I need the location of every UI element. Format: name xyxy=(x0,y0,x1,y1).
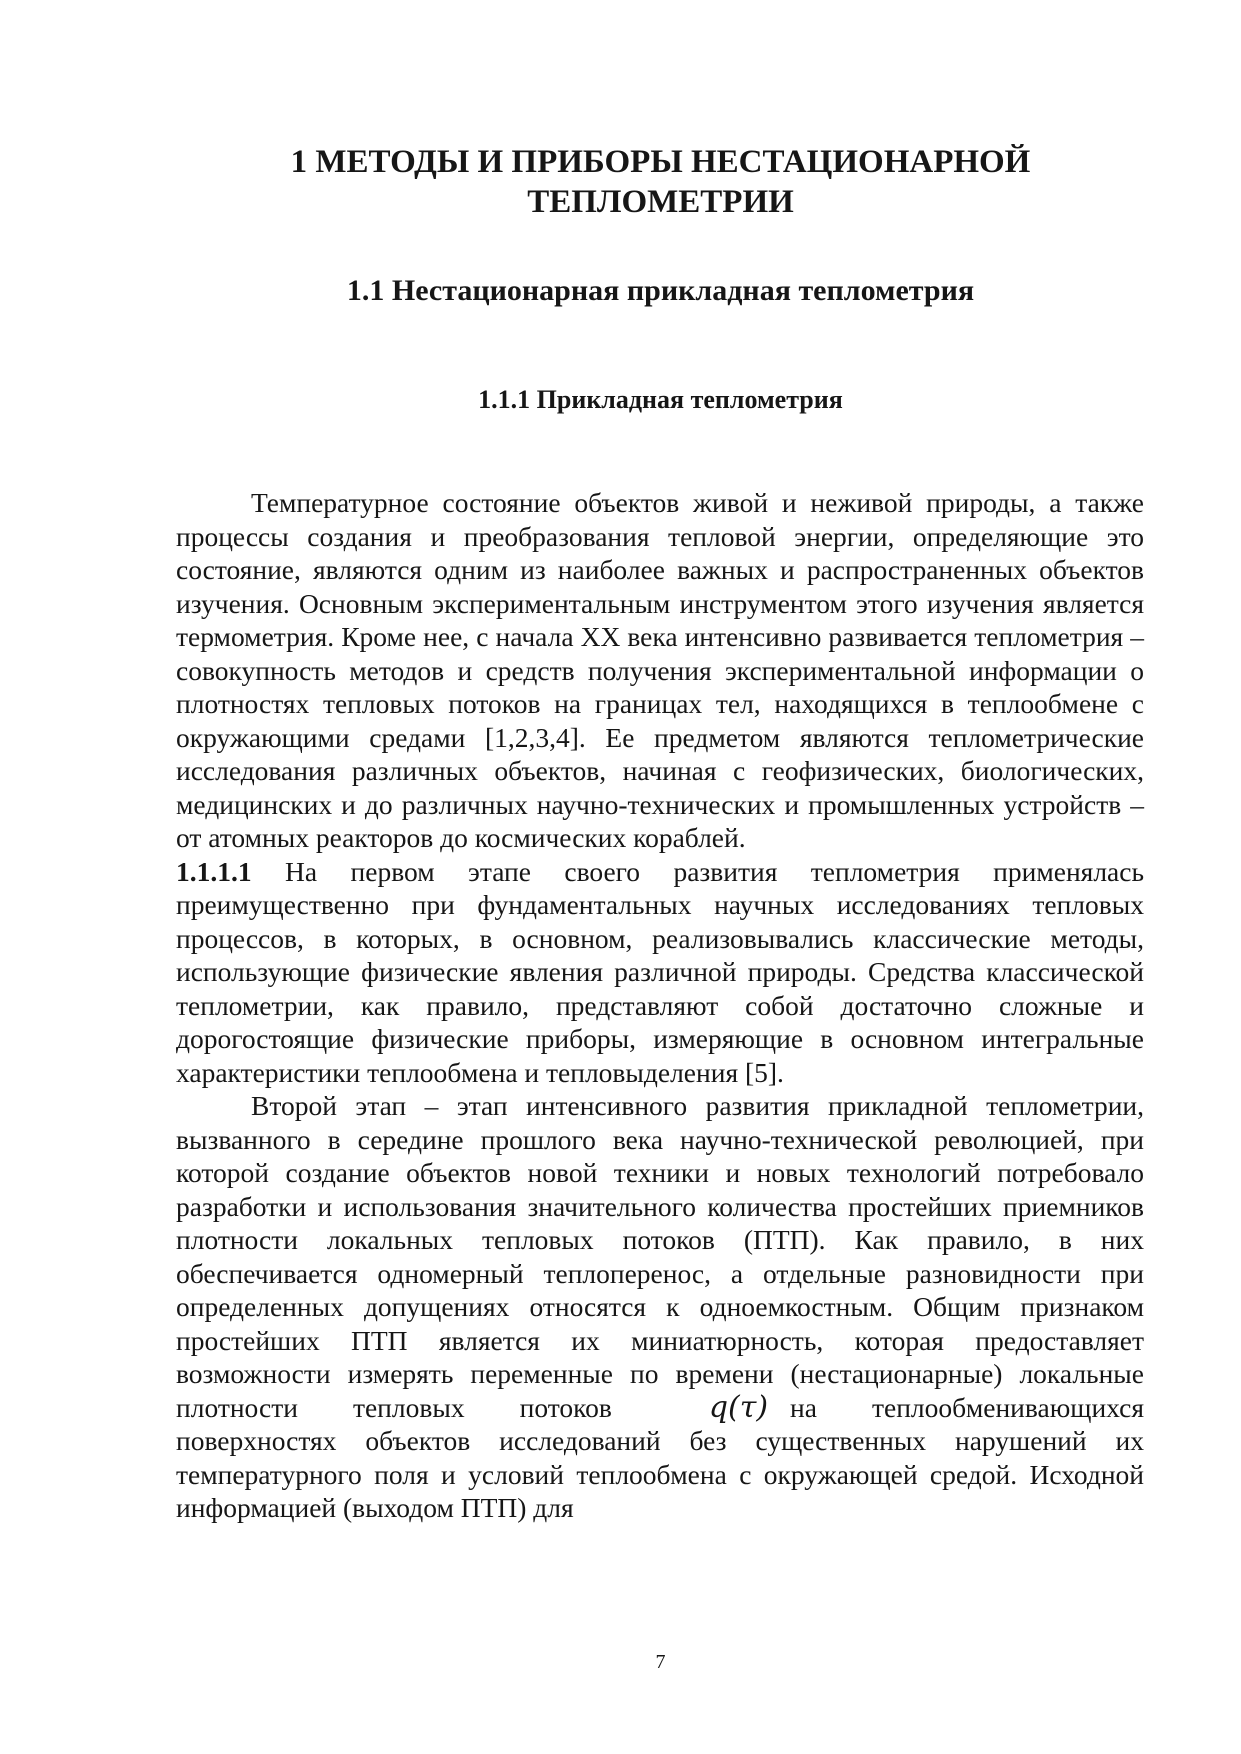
subsection-title: 1.1.1 Прикладная теплометрия xyxy=(478,385,843,414)
paragraph-1: Температурное состояние объектов живой и неживой природы, а также процессы создания и преобразования тепловой энергии, определяющие это состояние, являются одним из наиболее важных и распространенных объектов изучения. Основным экспериментальным инструментом этого изучения является термометрия. Кроме нее, с начала XX века интенсивно развивается теплометрия – совокупность методов и средств получения экспериментальной информации о плотностях тепловых потоков на границах тел, находящихся в теплообмене с окружающими средами [1,2,3,4]. Ее предметом являются теплометрические исследования различных объектов, начиная с геофизических, биологических, медицинских и до различных научно-технических и промышленных устройств – от атомных реакторов до космических кораблей. xyxy=(176,487,1144,853)
chapter-title-line-1: 1 МЕТОДЫ И ПРИБОРЫ НЕСТАЦИОНАРНОЙ xyxy=(290,144,1031,180)
chapter-title xyxy=(0,142,1241,222)
formula-q-tau: q(τ) xyxy=(708,1389,769,1425)
paragraph-number: 1.1.1.1 xyxy=(176,855,252,887)
paragraph-3-text-part-1: Второй этап – этап интенсивного развития прикладной теплометрии, вызванного в середине прошлого века научно-технической революцией, при которой создание объектов новой техники и новых технологий потребовало разработки и использования значительного количества простейших приемников плотности локальных тепловых потоков (ПТП). Как правило, в них обеспечивается одномерный теплоперенос, а отдельные разновидности при определенных допущениях относятся к одноемкостным. Общим признаком простейших ПТП является их миниатюрность, которая предоставляет возможности измерять переменные по времени (нестационарные) локальные плотности тепловых потоков xyxy=(176,1090,1144,1423)
chapter-title-line-2: ТЕПЛОМЕТРИИ xyxy=(527,184,794,220)
page-number: 7 xyxy=(655,1651,666,1673)
paragraph-2-text: На первом этапе своего развития теплометрия применялась преимущественно при фундаментальных научных исследованиях тепловых процессов, в которых, в основном, реализовывались классические методы, использующие физические явления различной природы. Средства классической теплометрии, как правило, представляют собой достаточно сложные и дорогостоящие физические приборы, измеряющие в основном интегральные характеристики теплообмена и тепловыделения [5]. xyxy=(176,855,1144,1088)
paragraph-2 xyxy=(176,855,1144,1090)
paragraph-3-text-part-2: на теплообменивающихся поверхностях объектов исследований без существенных нарушений их температурного поля и условий теплообмена с окружающей средой. Исходной информацией (выходом ПТП) для xyxy=(176,1391,1144,1523)
section-title: 1.1 Нестационарная прикладная теплометрия xyxy=(346,274,975,307)
paragraph-3 xyxy=(176,1089,1144,1525)
body-text xyxy=(176,486,1144,1525)
